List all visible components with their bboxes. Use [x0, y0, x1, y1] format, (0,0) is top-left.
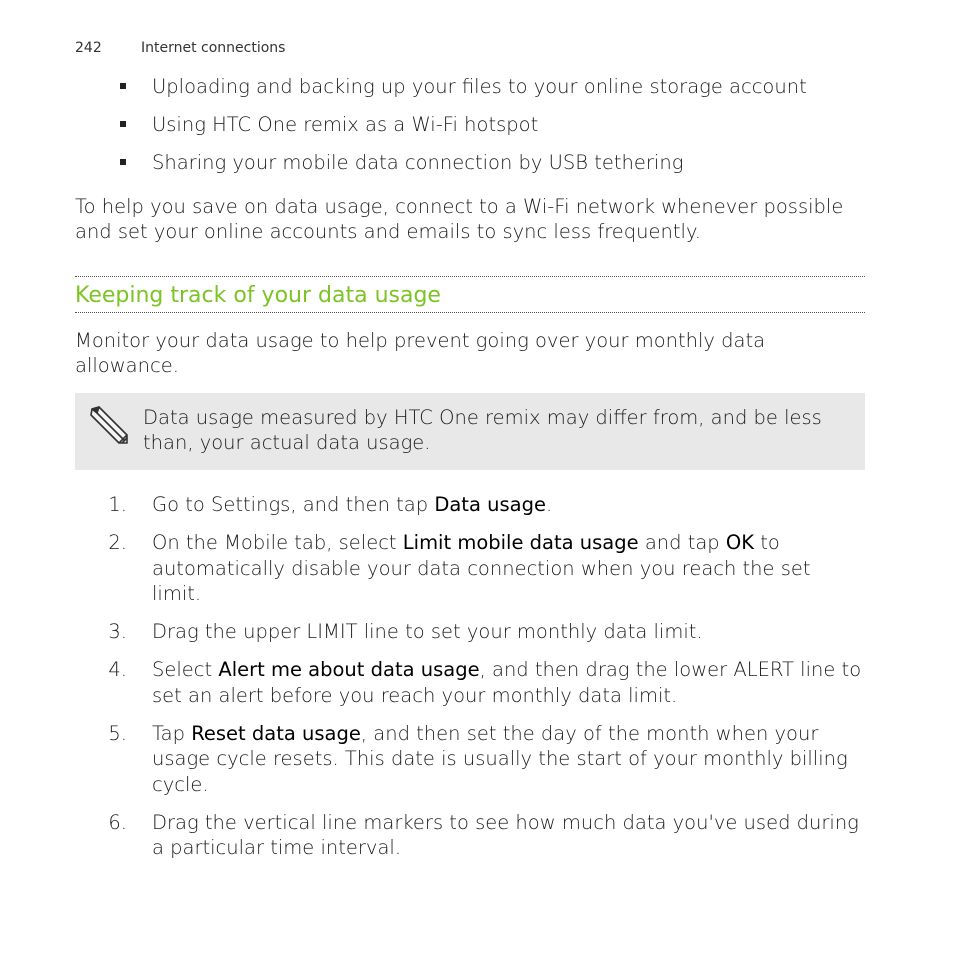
step-item: 2. On the Mobile tab, select Limit mobile data usage and tap OK to automatically disable your data connection when you reach the set limit.: [75, 530, 865, 607]
bullet-square-icon: [120, 121, 126, 127]
step-number: 6.: [108, 810, 127, 834]
bullet-square-icon: [120, 159, 126, 165]
ui-term: OK: [725, 531, 755, 554]
bullet-list: [75, 73, 875, 187]
step-item: 4. Select Alert me about data usage, and then drag the lower ALERT line to set an alert before you reach your monthly data limit.: [75, 657, 865, 708]
step-item: 1. Go to Settings, and then tap Data usage.: [75, 492, 865, 518]
ui-term: Data usage: [434, 493, 546, 516]
step-item: 3. Drag the upper LIMIT line to set your monthly data limit.: [75, 619, 865, 645]
step-item: 5. Tap Reset data usage, and then set the day of the month when your usage cycle resets. This date is usually the start of your monthly billing cycle.: [75, 721, 865, 798]
section-divider-bottom: [75, 312, 865, 313]
page-number: 242: [75, 40, 102, 56]
note-text: Data usage measured by HTC One remix may differ from, and be less than, your actual data usage.: [143, 406, 822, 454]
section-paragraph: Monitor your data usage to help prevent going over your monthly data allowance.: [75, 329, 766, 377]
steps-list: [75, 492, 865, 873]
step-number: 3.: [108, 620, 127, 643]
section-title: Keeping track of your data usage: [75, 283, 441, 308]
bullet-item: Uploading and backing up your files to your online storage account: [75, 73, 875, 111]
step-number: 1.: [108, 493, 127, 516]
bullet-square-icon: [120, 83, 126, 89]
ui-term: Alert me about data usage: [218, 658, 480, 681]
page-header: [75, 40, 285, 56]
step-number: 4.: [108, 658, 127, 681]
intro-paragraph: To help you save on data usage, connect to a Wi-Fi network whenever possible and set your online accounts and emails to sync less frequently.: [75, 195, 844, 243]
bullet-item: Sharing your mobile data connection by USB tethering: [75, 149, 875, 187]
chapter-title: Internet connections: [141, 40, 286, 56]
pencil-icon: [89, 405, 129, 445]
step-number: 5.: [108, 721, 127, 745]
bullet-item: Using HTC One remix as a Wi-Fi hotspot: [75, 111, 875, 149]
step-number: 2.: [108, 531, 127, 554]
step-item: 6. Drag the vertical line markers to see how much data you've used during a particular time interval.: [75, 810, 865, 861]
ui-term: Reset data usage: [191, 721, 361, 745]
section-divider-top: [75, 276, 865, 277]
ui-term: Limit mobile data usage: [402, 531, 639, 554]
note-box: [75, 393, 865, 470]
